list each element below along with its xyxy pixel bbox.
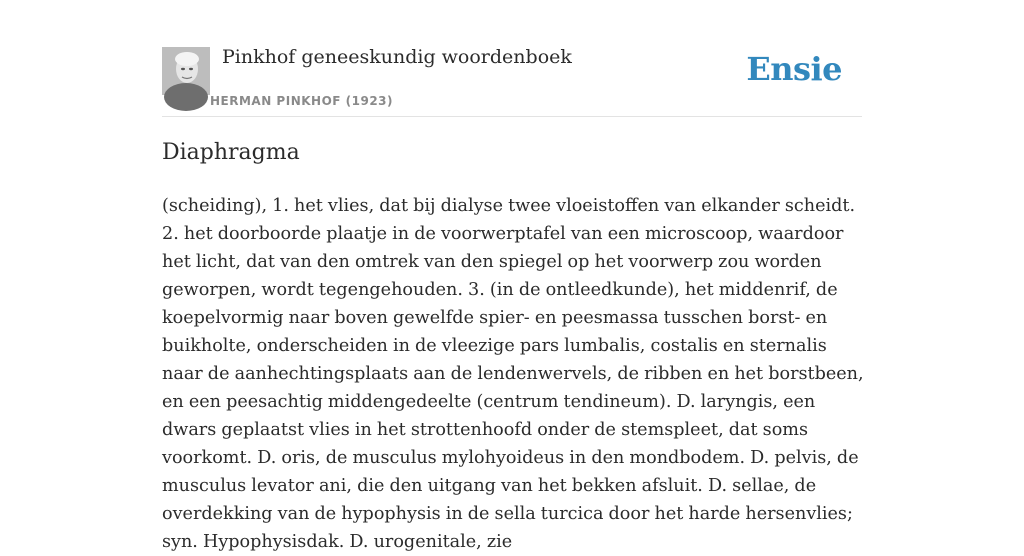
entry-title: Diaphragma bbox=[162, 140, 300, 165]
entry-definition: (scheiding), 1. het vlies, dat bij dialyse twee vloeistoffen van elkander scheidt. 2. het doorboorde plaatje in de voorwerptafel van een microscoop, waardoor het licht, dat van den omtrek van den spiegel op het voorwerp zou worden geworpen, wordt tegengehouden. 3. (in de ontleedkunde), het middenrif, de koepelvormig naar boven gewelfde spier- en peesmassa tusschen borst- en buikholte, onderscheiden in de vleezige pars lumbalis, costalis en sternalis naar de aanhechtingsplaats aan de lendenwervels, de ribben en het borstbeen, en een peesachtig middengedeelte (centrum tendineum). D. laryngis, een dwars geplaatst vlies in het strottenhoofd onder de stemspleet, dat soms voorkomt. D. oris, de musculus mylohyoideus in den mondbodem. D. pelvis, de musculus levator ani, die den uitgang van het bekken afsluit. D. sellae, de overdekking van de hypophysis in de sella turcica door het harde hersenvlies; syn. Hypophysisdak. D. urogenitale, zie bbox=[162, 196, 864, 552]
source-title[interactable]: Pinkhof geneeskundig woordenboek bbox=[222, 46, 572, 68]
author-avatar bbox=[162, 47, 210, 95]
ensie-logo[interactable]: Ensie bbox=[746, 50, 842, 88]
source-author: HERMAN PINKHOF (1923) bbox=[210, 94, 394, 108]
source-header bbox=[162, 40, 862, 117]
